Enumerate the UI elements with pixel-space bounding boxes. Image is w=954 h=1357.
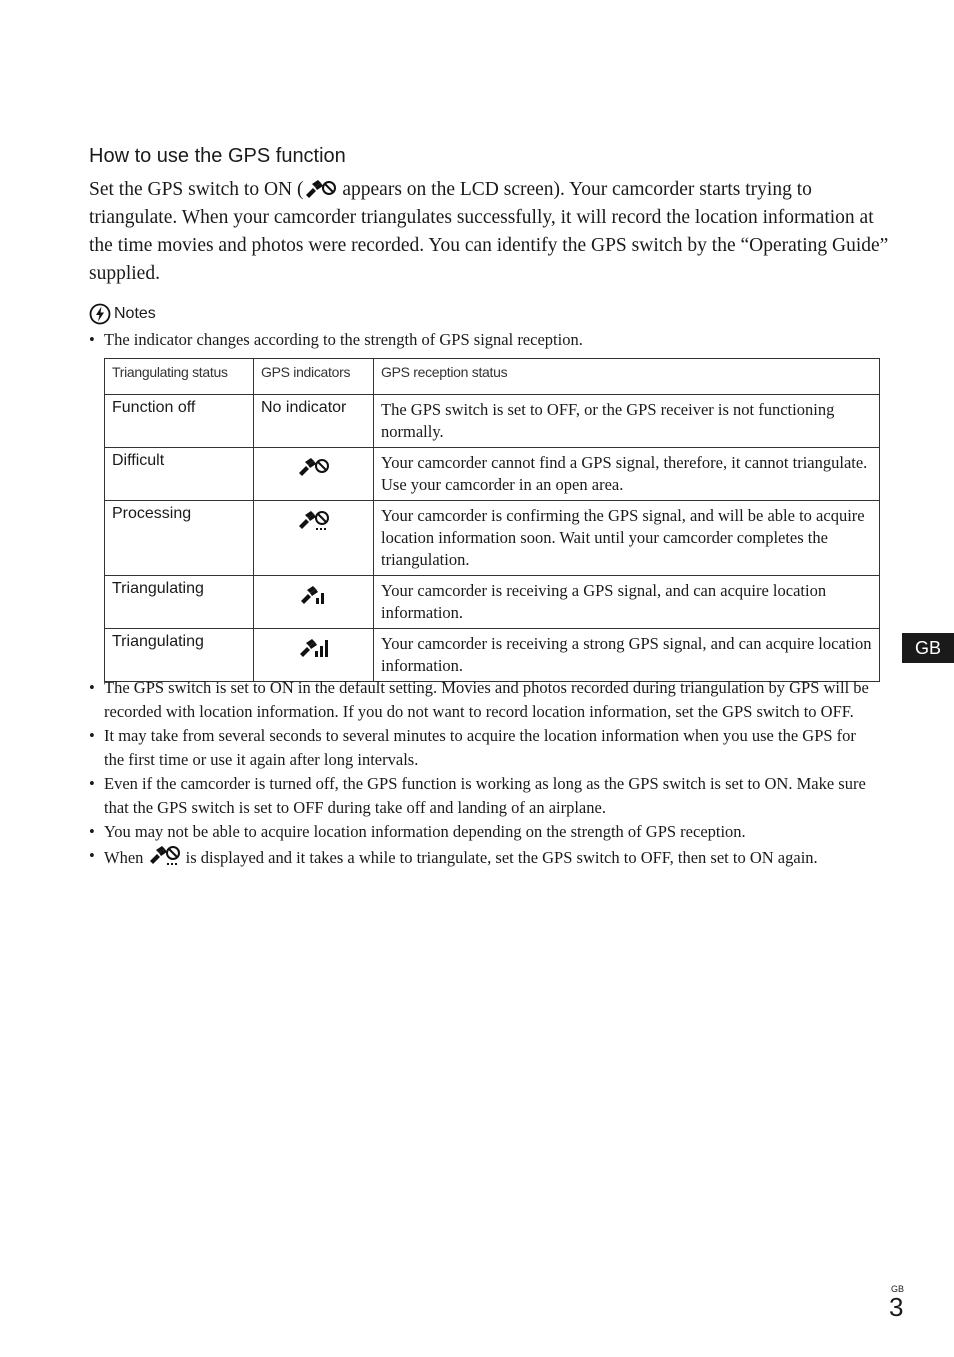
gps-status-table [104,358,880,682]
list-item: • It may take from several seconds to several minutes to acquire the location information when you use the GPS for the first time or use it again after long intervals. [89,724,879,772]
indicator-cell [254,448,374,501]
status-cell: Triangulating [105,576,254,629]
gps-no-signal-icon [304,178,338,198]
indicator-cell [254,629,374,682]
list-item: • The GPS switch is set to ON in the default setting. Movies and photos recorded during triangulation by GPS will be recorded with location information. If you do not want to record location information, set the GPS switch to OFF. [89,676,879,724]
gps-signal-3-bars-icon [298,635,330,657]
description-cell: Your camcorder is confirming the GPS signal, and will be able to acquire location information soon. Wait until your camcorder completes the triangulation. [374,501,880,576]
status-cell: Function off [105,395,254,448]
status-cell: Triangulating [105,629,254,682]
gps-searching-icon [148,844,182,866]
intro-text-start: Set the GPS switch to ON ( [89,179,304,200]
header-triangulating-status: Triangulating status [105,359,254,395]
gps-no-signal-icon [297,454,331,476]
description-cell: Your camcorder is receiving a GPS signal, and can acquire location information. [374,576,880,629]
page-region-label: GB [891,1284,905,1294]
indicator-cell: No indicator [254,395,374,448]
list-item [89,844,879,870]
indicator-cell [254,576,374,629]
notes-header [89,303,156,325]
description-cell: Your camcorder cannot find a GPS signal, therefore, it cannot triangulate. Use your camcorder in an open area. [374,448,880,501]
language-tab: GB [902,633,954,663]
gps-signal-2-bars-icon [299,582,329,604]
header-gps-reception-status: GPS reception status [374,359,880,395]
intro-paragraph [89,176,889,288]
status-cell: Processing [105,501,254,576]
table-row [105,629,880,682]
table-row [105,395,880,448]
last-bullet-text-end: is displayed and it takes a while to triangulate, set the GPS switch to OFF, then set to ON again. [181,848,818,867]
gps-searching-icon [297,507,331,531]
table-header-row [105,359,880,395]
header-gps-indicators: GPS indicators [254,359,374,395]
indicator-cell [254,501,374,576]
table-row [105,448,880,501]
table-row [105,576,880,629]
status-cell: Difficult [105,448,254,501]
list-item: • Even if the camcorder is turned off, the GPS function is working as long as the GPS switch is set to ON. Make sure that the GPS switch is set to OFF during take off and landing of an airplane. [89,772,879,820]
intro-text-end: appears on the LCD screen). Your camcorder starts trying to triangulate. When your camcorder triangulates successfully, it will record the location information at the time movies and photos were recorded. You can identify the GPS switch by the “Operating Guide” supplied. [89,179,889,284]
section-heading: How to use the GPS function [89,145,346,167]
notes-icon [89,303,111,325]
list-item: • You may not be able to acquire location information depending on the strength of GPS reception. [89,820,879,844]
description-cell: Your camcorder is receiving a strong GPS signal, and can acquire location information. [374,629,880,682]
page-number: 3 [889,1292,904,1322]
table-row [105,501,880,576]
description-cell: The GPS switch is set to OFF, or the GPS receiver is not functioning normally. [374,395,880,448]
notes-bullet-list [89,676,879,870]
notes-first-bullet: • The indicator changes according to the strength of GPS signal reception. [89,328,904,352]
last-bullet-text-start: When [104,848,148,867]
notes-label: Notes [114,305,156,322]
